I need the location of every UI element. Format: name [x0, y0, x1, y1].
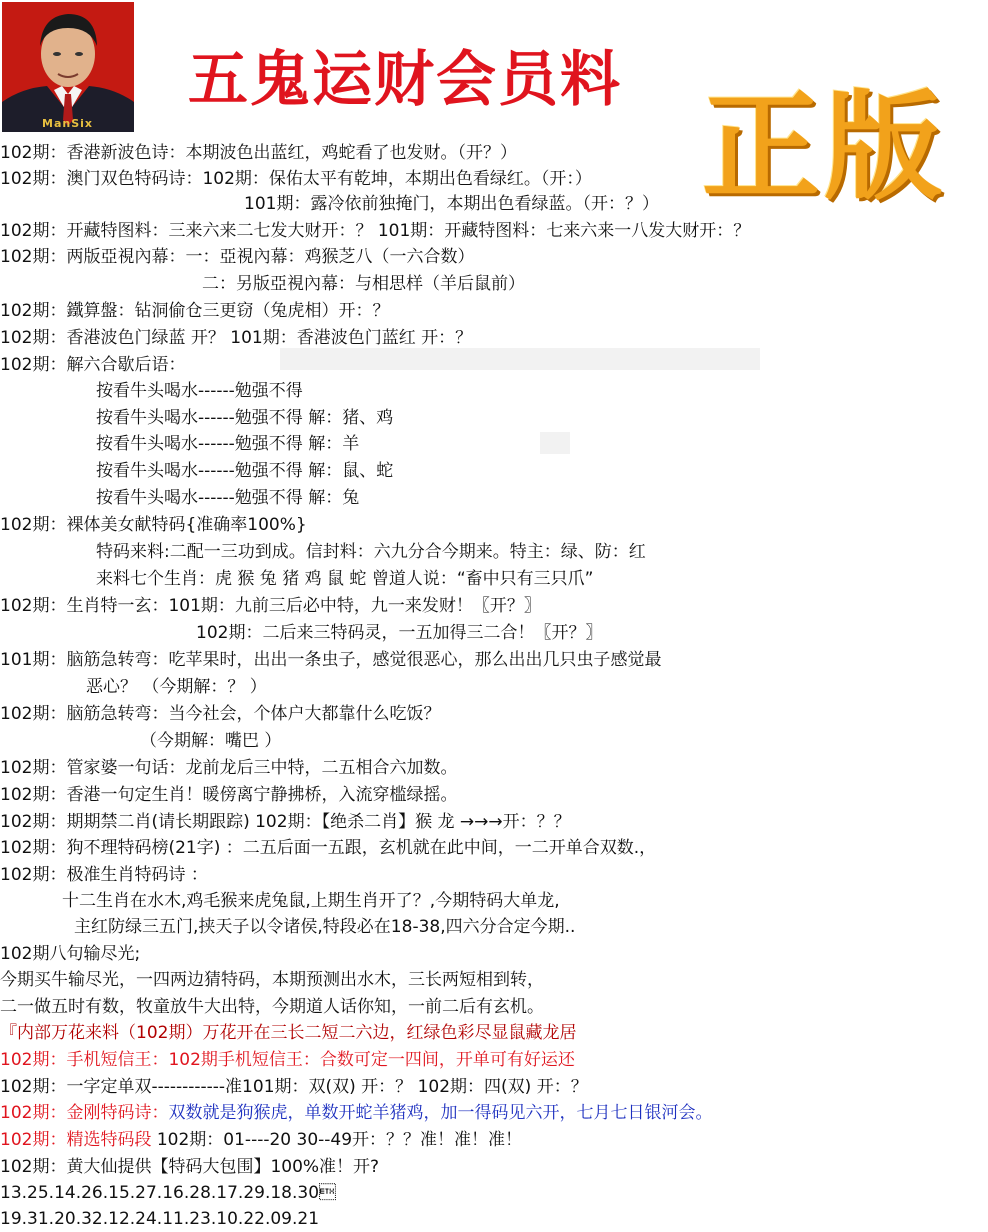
- text-line: 按看牛头喝水------勉强不得 解：鼠、蛇: [96, 461, 394, 481]
- text-segment: 102期：01----20 30--49开：？？准！准！准！: [151, 1130, 523, 1150]
- text-line: 特码来料:二配一三功到成。信封料：六九分合今期来。特主：绿、防：红: [96, 542, 646, 562]
- text-line: 恶心？ （今期解：？ ）: [86, 677, 267, 697]
- text-line-group: [0, 1129, 522, 1151]
- text-line: 十二生肖在水木,鸡毛猴来虎兔鼠,上期生肖开了？,今期特码大单龙,: [62, 891, 560, 911]
- text-line: 102期：脑筋急转弯：当今社会，个体户大都靠什么吃饭？: [0, 704, 441, 724]
- text-line: 102期：开藏特图料：三来六来二七发大财开：？ 101期：开藏特图料：七来六来一八发大财开：？: [0, 221, 751, 241]
- text-segment: 102期：精选特码段: [0, 1130, 152, 1150]
- text-line: 102期：极准生肖特码诗 ：: [0, 865, 208, 885]
- text-line: 102期：香港新波色诗：本期波色出蓝红，鸡蛇看了也发财。（开？）: [0, 143, 517, 163]
- text-segment: 双数就是狗猴虎，单数开蛇羊猪鸡，加一得码见六开，七月七日银河会。: [168, 1103, 713, 1123]
- text-line: 101期：脑筋急转弯：吃苹果时，出出一条虫子，感觉很恶心，那么出出几只虫子感觉最: [0, 650, 662, 670]
- text-line: 102期八句输尽光;: [0, 944, 141, 964]
- text-line: 101期：露冷依前独掩门，本期出色看绿蓝。（开：？）: [244, 194, 659, 214]
- text-line: 按看牛头喝水------勉强不得: [96, 381, 303, 401]
- portrait-watermark: ManSix: [42, 117, 93, 130]
- text-line: 102期：澳门双色特码诗：102期：保佑太平有乾坤，本期出色看绿红。（开：）: [0, 169, 592, 189]
- text-line: 102期：香港一句定生肖！暖傍离宁静拂桥，入流穿槛绿摇。: [0, 785, 458, 805]
- text-line: 102期：狗不理特码榜(21字) ：二五后面一五跟，玄机就在此中间，一二开单合双数.，: [0, 838, 657, 858]
- authentic-badge: 正版: [702, 77, 947, 216]
- text-line: 今期买牛输尽光，一四两边猜特码，本期预测出水木，三长两短相到转，: [0, 970, 544, 990]
- text-line: 主红防绿三五门,挟天子以令诸侯,特段必在18-38,四六分合定今期..: [74, 917, 576, 937]
- text-line: 13.25.14.26.15.27.16.28.17.29.18.30: [0, 1183, 337, 1203]
- shade-band: [280, 348, 760, 370]
- text-line: 102期：裸体美女献特码{准确率100%}: [0, 515, 307, 535]
- text-line: 102期：手机短信王：102期手机短信王：合数可定一四间，开单可有好运还: [0, 1050, 575, 1070]
- text-line: 102期：两版亞視內幕：一：亞視內幕：鸡猴芝八（一六合数）: [0, 247, 475, 267]
- text-line: 来料七个生肖：虎 猴 兔 猪 鸡 鼠 蛇 曾道人说：“畜中只有三只爪”: [96, 569, 594, 589]
- text-line: 102期：期期禁二肖(请长期跟踪) 102期：【绝杀二肖】猴 龙 →→→开：？？: [0, 812, 571, 832]
- text-line: 102期：香港波色门绿蓝 开？ 101期：香港波色门蓝红 开：？: [0, 328, 473, 348]
- shade-band: [540, 432, 570, 454]
- text-line: 二：另版亞視內幕：与相思样（羊后鼠前）: [202, 274, 525, 294]
- text-line: 102期：一字定单双------------准101期：双(双) 开：？ 102期：四(双) 开：？: [0, 1077, 588, 1097]
- text-line: 102期：鐵算盤：钻洞偷仓三更窃（兔虎相）开：？: [0, 301, 390, 321]
- text-line: 102期：管家婆一句话：龙前龙后三中特，二五相合六加数。: [0, 758, 458, 778]
- text-line: 『内部万花来料（102期）万花开在三长二短二六边，红绿色彩尽显鼠藏龙居: [0, 1023, 577, 1043]
- text-segment: 102期：金刚特码诗：: [0, 1103, 169, 1123]
- text-line: 按看牛头喝水------勉强不得 解：猪、鸡: [96, 408, 394, 428]
- text-line: （今期解：嘴巴 ）: [140, 731, 282, 751]
- text-line-group: [0, 1102, 712, 1124]
- text-line: 102期：黄大仙提供【特码大包围】100%准！开?: [0, 1157, 380, 1177]
- text-line: 102期：生肖特一玄：101期：九前三后必中特，九一来发财！〖开？〗: [0, 596, 541, 616]
- text-line: 19.31.20.32.12.24.11.23.10.22.09.21: [0, 1209, 320, 1229]
- text-line: 102期：解六合歇后语：: [0, 355, 186, 375]
- page-title: 五鬼运财会员料: [188, 45, 622, 115]
- text-line: 二一做五时有数，牧童放牛大出特，今期道人话你知，一前二后有玄机。: [0, 997, 544, 1017]
- text-line: 102期：二后来三特码灵，一五加得三二合！〖开？〗: [196, 623, 603, 643]
- text-line: 按看牛头喝水------勉强不得 解：羊: [96, 434, 360, 454]
- text-line: 按看牛头喝水------勉强不得 解：兔: [96, 488, 360, 508]
- portrait-photo: [2, 2, 134, 132]
